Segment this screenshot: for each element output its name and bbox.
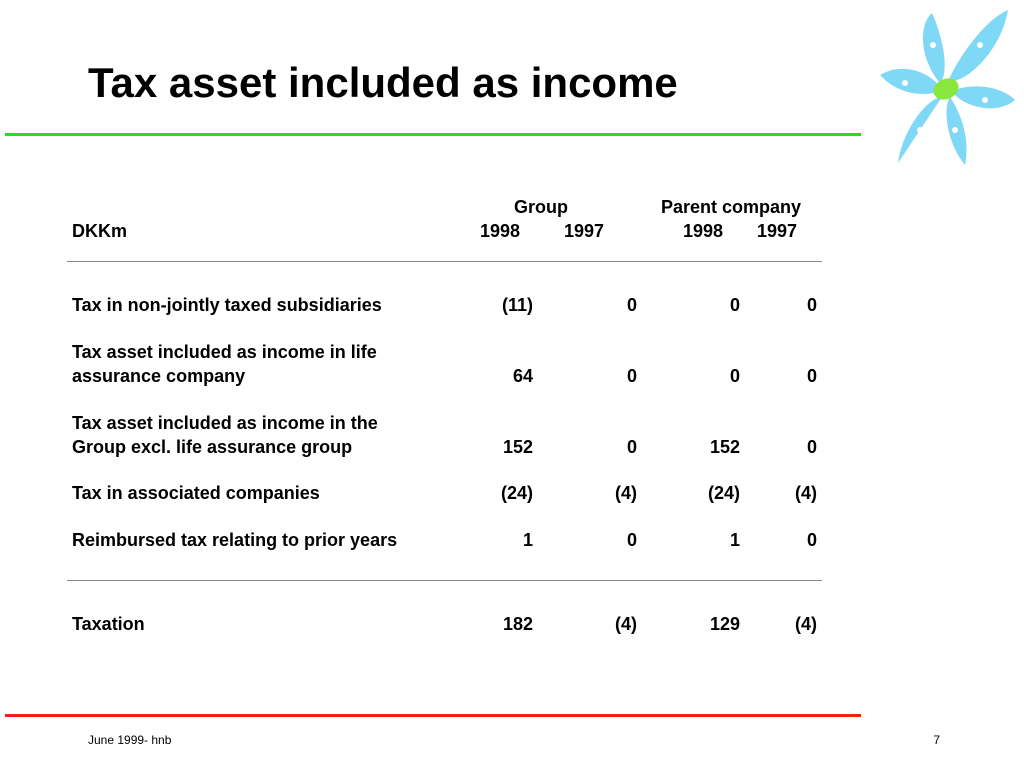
table-row-label: Tax in non-jointly taxed subsidiaries <box>72 295 382 315</box>
total-row-label: Taxation <box>72 614 145 634</box>
table-row-label: Tax asset included as income in the Group excl. life assurance group <box>72 413 378 457</box>
table-cell: (4) <box>795 483 817 503</box>
total-cell: (4) <box>615 614 637 634</box>
table-cell: 0 <box>806 530 817 550</box>
year-parent-1998: 1998 <box>683 221 724 241</box>
unit-label: DKKm <box>72 221 128 241</box>
group-header: Group <box>514 197 568 217</box>
table-cell: 152 <box>709 437 740 457</box>
table-cell: (4) <box>615 483 637 503</box>
slide-title: Tax asset included as income <box>88 59 678 106</box>
parent-company-header: Parent company <box>661 197 802 217</box>
title-divider <box>5 133 861 136</box>
table-cell: 1 <box>729 530 740 550</box>
year-parent-1997: 1997 <box>757 221 798 241</box>
total-cell: 182 <box>502 614 533 634</box>
total-cell: 129 <box>709 614 740 634</box>
table-cell: (24) <box>707 483 740 503</box>
table-cell: 64 <box>512 366 533 386</box>
total-cell: (4) <box>795 614 817 634</box>
table-cell: 1 <box>522 530 533 550</box>
year-group-1997: 1997 <box>564 221 605 241</box>
table-row-label: Tax in associated companies <box>72 483 320 503</box>
footer-date-author: June 1999- hnb <box>88 733 172 747</box>
table-cell: 0 <box>806 437 817 457</box>
table-cell: 0 <box>626 437 637 457</box>
table-cell: (24) <box>500 483 533 503</box>
table-cell: (11) <box>501 295 533 315</box>
table-cell: 0 <box>626 530 637 550</box>
table-cell: 0 <box>729 295 740 315</box>
table-cell: 0 <box>626 295 637 315</box>
year-group-1998: 1998 <box>480 221 521 241</box>
page-number: 7 <box>933 733 940 747</box>
flower-logo-icon <box>870 5 1020 170</box>
table-row-label: Tax asset included as income in life assurance company <box>72 342 377 386</box>
total-divider <box>67 580 822 581</box>
table-cell: 152 <box>502 437 533 457</box>
table-row-label: Reimbursed tax relating to prior years <box>72 530 398 550</box>
header-divider <box>67 261 822 262</box>
table-cell: 0 <box>729 366 740 386</box>
table-cell: 0 <box>806 295 817 315</box>
table-cell: 0 <box>626 366 637 386</box>
table-cell: 0 <box>806 366 817 386</box>
footer-divider <box>5 714 861 717</box>
